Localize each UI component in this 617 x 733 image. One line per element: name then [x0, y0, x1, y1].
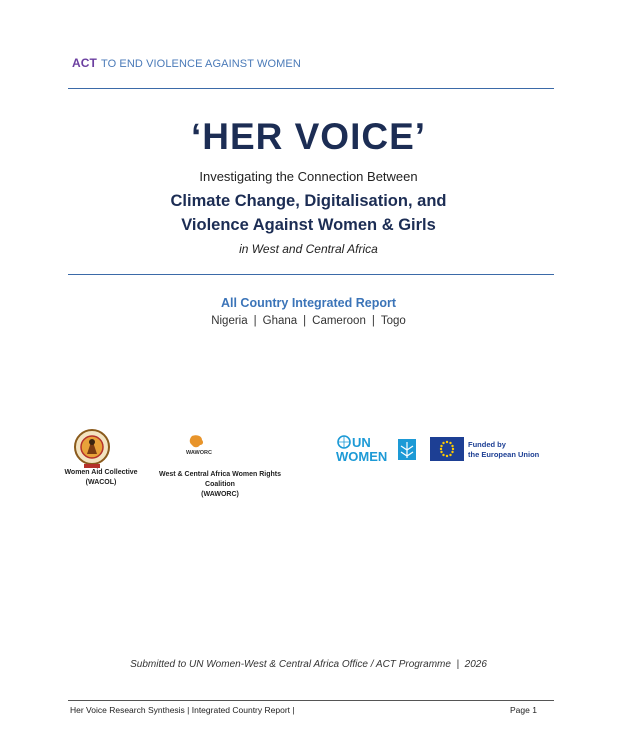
subtitle: Investigating the Connection Between — [199, 169, 418, 184]
waworc-mark: WAWORC — [186, 450, 212, 456]
submission-note: Submitted to UN Women-West & Central Africa Office / ACT Programme | 2026 — [130, 659, 487, 670]
eu-flag-icon — [430, 437, 464, 461]
country-nigeria: Nigeria — [211, 315, 248, 327]
footer-divider — [68, 700, 554, 701]
page-number: Page 1 — [510, 705, 537, 715]
waworc-caption — [150, 470, 290, 500]
headline-line-1: Climate Change, Digitalisation, and — [170, 192, 447, 210]
country-list — [0, 315, 617, 327]
page-title: ‘HER VOICE’ — [190, 116, 427, 157]
country-togo: Togo — [380, 315, 406, 327]
eu-funding-text — [468, 440, 539, 460]
tagline-text: TO END VIOLENCE AGAINST WOMEN — [100, 58, 301, 70]
footer-left-text: Her Voice Research Synthesis | Integrated Country Report | — [70, 705, 295, 715]
unwomen-un-text: UN — [352, 435, 371, 450]
report-name: All Country Integrated Report — [220, 296, 396, 310]
region-text: in West and Central Africa — [239, 242, 378, 256]
wacol-name: Women Aid Collective — [64, 469, 138, 476]
wacol-abbrev: (WACOL) — [85, 479, 117, 486]
waworc-abbrev: (WAWORC) — [201, 491, 239, 498]
act-label: ACT — [72, 56, 97, 70]
waworc-name: West & Central Africa Women Rights Coalition — [158, 471, 281, 488]
headline-line-2: Violence Against Women & Girls — [181, 216, 436, 234]
country-separator: | — [371, 315, 375, 327]
eu-line-2: the European Union — [468, 450, 540, 459]
waworc-logo-icon — [186, 434, 212, 456]
unwomen-women-text: WOMEN — [336, 449, 388, 462]
wacol-logo-icon — [70, 428, 114, 470]
header-divider — [68, 88, 554, 89]
country-ghana: Ghana — [262, 315, 298, 327]
title-divider — [68, 274, 554, 275]
un-women-logo-icon — [336, 434, 418, 462]
header-tagline — [72, 56, 301, 70]
country-cameroon: Cameroon — [312, 315, 366, 327]
country-separator: | — [303, 315, 307, 327]
wacol-caption — [60, 468, 142, 488]
country-separator: | — [253, 315, 257, 327]
eu-line-1: Funded by — [468, 440, 506, 449]
